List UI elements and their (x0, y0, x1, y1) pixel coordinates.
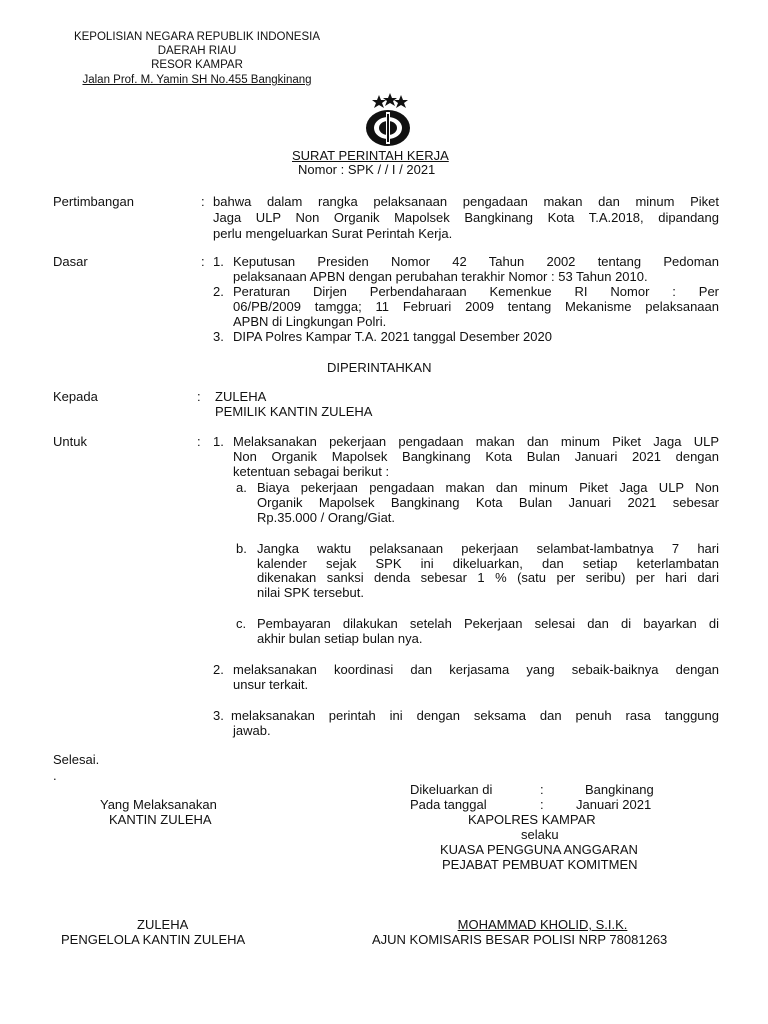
agency-name: KEPOLISIAN NEGARA REPUBLIK INDONESIA (73, 31, 321, 43)
issued-place-label: Dikeluarkan di (410, 782, 493, 797)
dasar-item-2-line-3: APBN di Lingkungan Polri. (233, 314, 387, 329)
left-sign-line-2: KANTIN ZULEHA (109, 812, 212, 827)
left-sign-name: ZULEHA (137, 917, 189, 932)
dasar-item-2-line-1: Peraturan Dirjen Perbendaharaan Kemenkue RI Nomor : Per (233, 284, 719, 299)
dasar-item-1-line-1: Keputusan Presiden Nomor 42 Tahun 2002 tentang Pedoman (233, 254, 719, 269)
sub-b-letter: b. (236, 541, 247, 556)
sub-c-letter: c. (236, 616, 247, 631)
dot-mark: . (53, 768, 57, 783)
left-sign-line-1: Yang Melaksanakan (100, 797, 217, 812)
agency-address: Jalan Prof. M. Yamin SH No.455 Bangkinang (82, 74, 312, 86)
dasar-item-2-line-2: 06/PB/2009 tamgga; 11 Februari 2009 tentang Mekanisme pelaksanaan (233, 299, 719, 314)
agency-resort: RESOR KAMPAR (151, 59, 243, 71)
dasar-item-3-line-1: DIPA Polres Kampar T.A. 2021 tanggal Desember 2020 (233, 329, 552, 344)
dasar-item-3-num: 3. (213, 329, 224, 344)
dasar-label: Dasar (53, 254, 88, 269)
pertimbangan-line-1: bahwa dalam rangka pelaksanaan pengadaan makan dan minum Piket (213, 194, 719, 209)
pertimbangan-line-3: perlu mengeluarkan Surat Perintah Kerja. (213, 226, 453, 241)
pertimbangan-line-2: Jaga ULP Non Organik Mapolsek Bangkinang Kota T.A.2018, dipandang (213, 210, 719, 225)
kepada-role: PEMILIK KANTIN ZULEHA (215, 404, 373, 419)
dasar-colon: : (201, 254, 205, 269)
dasar-item-1-line-2: pelaksanaan APBN dengan perubahan terakhir Nomor : 53 Tahun 2010. (233, 269, 648, 284)
untuk-item-1-num: 1. (213, 434, 224, 449)
right-sign-line-3: KUASA PENGGUNA ANGGARAN (440, 842, 638, 857)
issued-place-value: Bangkinang (585, 782, 654, 797)
sub-a-letter: a. (236, 480, 247, 495)
issued-date-label: Pada tanggal (410, 797, 487, 812)
right-sign-rank: AJUN KOMISARIS BESAR POLISI NRP 78081263 (372, 932, 668, 947)
untuk-label: Untuk (53, 434, 87, 449)
kepada-name: ZULEHA (215, 389, 267, 404)
right-sign-line-4: PEJABAT PEMBUAT KOMITMEN (442, 857, 638, 872)
selesai-text: Selesai. (53, 752, 100, 767)
sub-a-line-3: Rp.35.000 / Orang/Giat. (257, 510, 396, 525)
kepada-colon: : (197, 389, 201, 404)
dasar-item-2-num: 2. (213, 284, 224, 299)
police-emblem-icon (357, 92, 419, 148)
issued-place-colon: : (540, 782, 544, 797)
untuk-item-2-num: 2. (213, 662, 224, 677)
untuk-item-3-line-2: jawab. (233, 723, 271, 738)
untuk-item-1-line-3: ketentuan sebagai berikut : (233, 464, 390, 479)
diperintahkan-heading: DIPERINTAHKAN (327, 360, 432, 375)
kepada-label: Kepada (53, 389, 98, 404)
untuk-item-2-line-2: unsur terkait. (233, 677, 309, 692)
sub-b-line-4: nilai SPK tersebut. (257, 585, 364, 600)
document-number: Nomor : SPK / / I / 2021 (298, 162, 436, 177)
sub-c-line-1: Pembayaran dilakukan setelah Pekerjaan selesai dan di bayarkan di (257, 616, 719, 631)
dasar-item-1-num: 1. (213, 254, 224, 269)
untuk-item-1-line-1: Melaksanakan pekerjaan pengadaan makan dan minum Piket Jaga ULP (233, 434, 719, 449)
right-sign-name: MOHAMMAD KHOLID, S.I.K. (457, 917, 628, 932)
untuk-item-1-line-2: Non Organik Mapolsek Bangkinang Kota Bulan Januari 2021 dengan (233, 449, 719, 464)
sub-a-line-2: Organik Mapolsek Bangkinang Kota Bulan Januari 2021 sebesar (257, 495, 719, 510)
document-title: SURAT PERINTAH KERJA (292, 148, 449, 163)
agency-region: DAERAH RIAU (157, 45, 237, 57)
sub-b-line-1: Jangka waktu pelaksanaan pekerjaan selambat-lambatnya 7 hari (257, 541, 719, 556)
issued-date-value: Januari 2021 (576, 797, 652, 812)
untuk-item-3-line-1: melaksanakan perintah ini dengan seksama dan penuh rasa tanggung (231, 708, 719, 723)
untuk-item-2-line-1: melaksanakan koordinasi dan kerjasama yang sebaik-baiknya dengan (233, 662, 719, 677)
sub-b-line-2: kalender sejak SPK ini dikeluarkan, dan setiap keterlambatan (257, 556, 719, 571)
sub-c-line-2: akhir bulan setiap bulan nya. (257, 631, 423, 646)
untuk-colon: : (197, 434, 201, 449)
right-sign-line-2: selaku (521, 827, 559, 842)
right-sign-line-1: KAPOLRES KAMPAR (468, 812, 596, 827)
issued-date-colon: : (540, 797, 544, 812)
left-sign-title: PENGELOLA KANTIN ZULEHA (61, 932, 246, 947)
pertimbangan-label: Pertimbangan (53, 194, 134, 209)
sub-b-line-3: dikenakan sanksi denda sebesar 1 % (satu per seribu) per hari dari (257, 570, 719, 585)
pertimbangan-colon: : (201, 194, 205, 209)
sub-a-line-1: Biaya pekerjaan pengadaan makan dan minum Piket Jaga ULP Non (257, 480, 719, 495)
untuk-item-3-num: 3. (213, 708, 224, 723)
